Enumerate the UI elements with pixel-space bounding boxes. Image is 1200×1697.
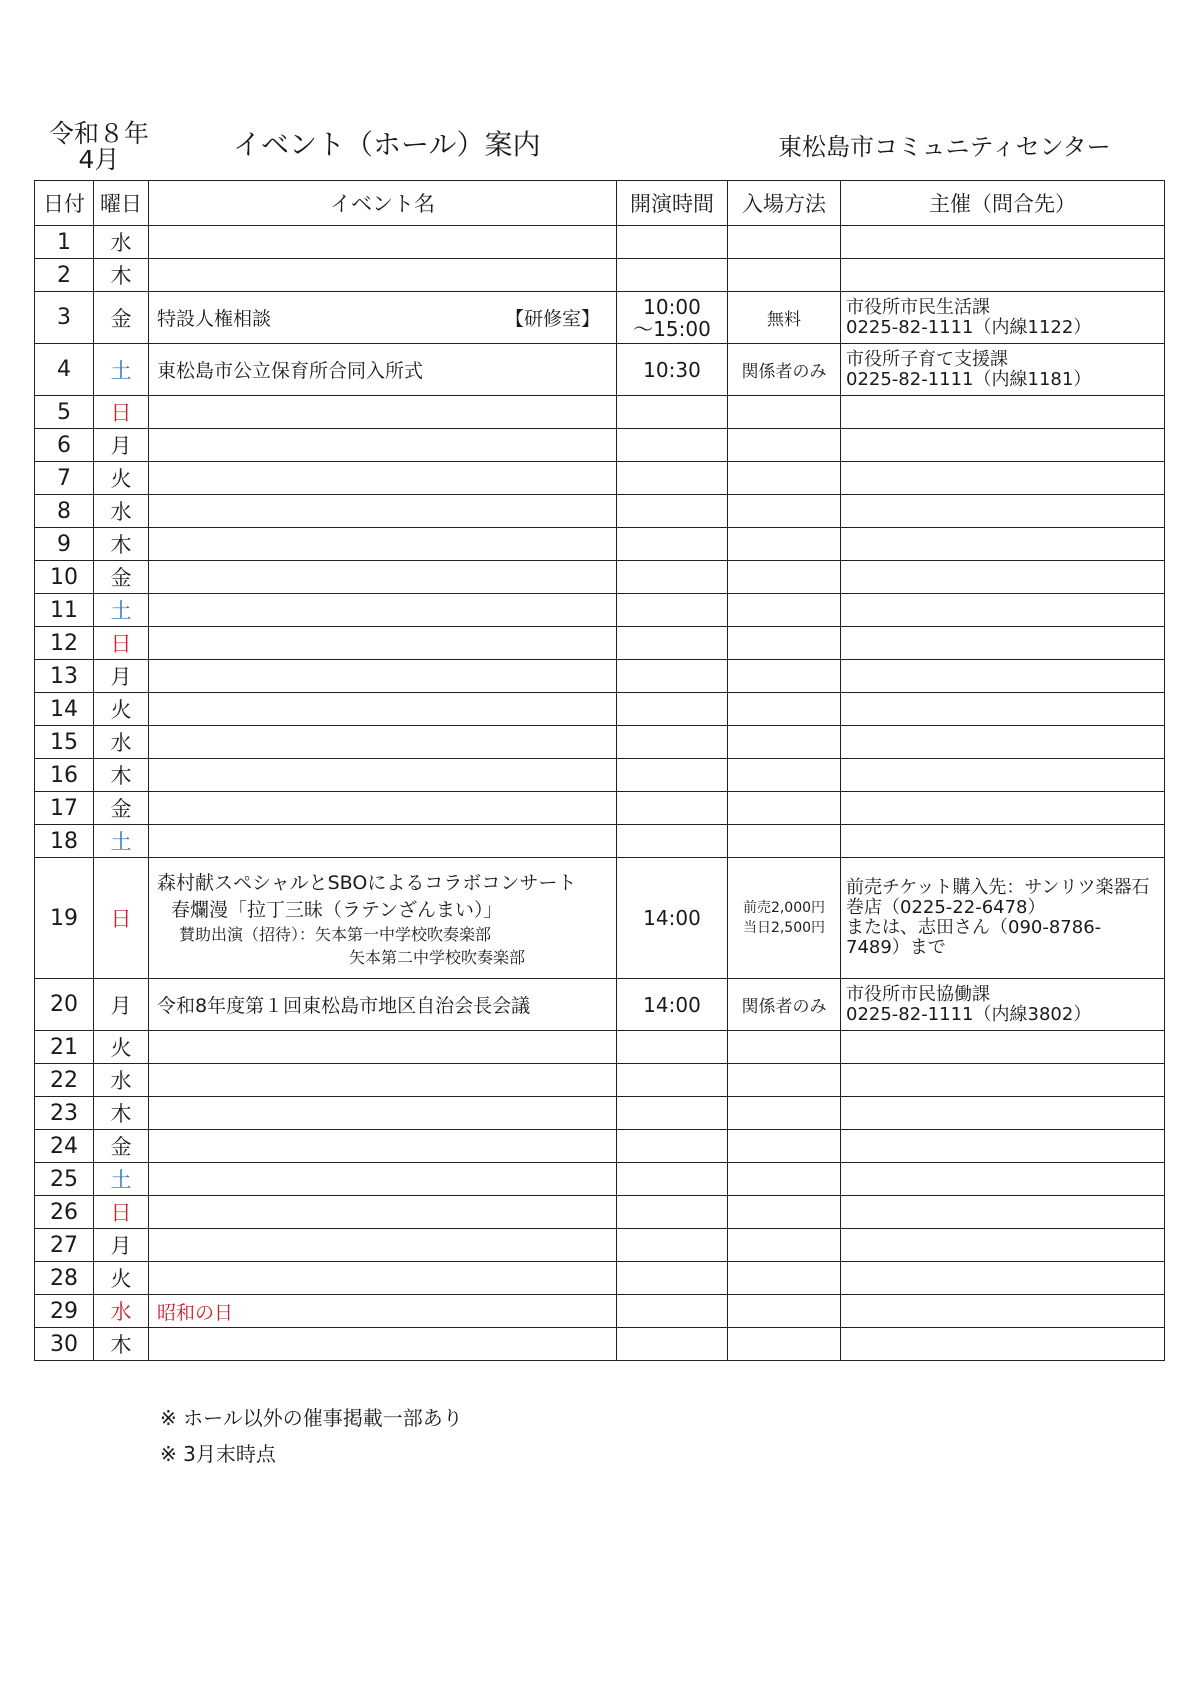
event-cell [149, 1031, 617, 1064]
date-cell: 20 [35, 979, 94, 1031]
date-cell: 27 [35, 1229, 94, 1262]
event-cell [149, 1229, 617, 1262]
organizer-cell [841, 495, 1165, 528]
admission-cell [728, 495, 841, 528]
table-row [35, 1130, 1165, 1163]
time-cell [617, 726, 728, 759]
table-row [35, 1295, 1165, 1328]
table-row [35, 825, 1165, 858]
event-cell [149, 858, 617, 979]
admission-method: 無料 [767, 310, 801, 330]
organizer-cell [841, 627, 1165, 660]
time-cell [617, 979, 728, 1031]
date-cell: 11 [35, 594, 94, 627]
admission-cell [728, 1229, 841, 1262]
admission-cell [728, 462, 841, 495]
weekday-cell: 土 [94, 1163, 149, 1196]
organizer-cell [841, 858, 1165, 979]
event-guest-performer: 賛助出演（招待）：矢本第一中学校吹奏楽部 [179, 925, 492, 944]
table-row [35, 1163, 1165, 1196]
time-cell [617, 462, 728, 495]
event-cell [149, 495, 617, 528]
time-cell [617, 792, 728, 825]
organizer-cell [841, 726, 1165, 759]
weekday-cell: 土 [94, 825, 149, 858]
start-time: 10:00 [643, 294, 701, 319]
admission-cell [728, 594, 841, 627]
admission-cell [728, 259, 841, 292]
event-cell [149, 1262, 617, 1295]
time-cell [617, 1097, 728, 1130]
organizer-line: 市役所市民生活課 [846, 296, 990, 318]
organizer-cell [841, 1295, 1165, 1328]
weekday-cell: 火 [94, 693, 149, 726]
date-cell: 2 [35, 259, 94, 292]
organizer-line: 巻店（0225-22-6478） [846, 897, 1046, 918]
time-cell [617, 759, 728, 792]
organizer-cell [841, 1262, 1165, 1295]
admission-cell [728, 759, 841, 792]
column-header-admission: 入場方法 [728, 181, 841, 226]
time-cell [617, 495, 728, 528]
weekday-cell: 木 [94, 759, 149, 792]
admission-cell [728, 979, 841, 1031]
table-row [35, 1031, 1165, 1064]
table-row [35, 759, 1165, 792]
admission-cell [728, 1130, 841, 1163]
admission-cell [728, 660, 841, 693]
weekday-cell: 火 [94, 1262, 149, 1295]
time-cell [617, 1031, 728, 1064]
event-cell [149, 528, 617, 561]
date-cell: 15 [35, 726, 94, 759]
date-cell: 5 [35, 396, 94, 429]
organizer-line: 0225-82-1111（内線1122） [846, 316, 1092, 338]
table-row [35, 1064, 1165, 1097]
table-row [35, 693, 1165, 726]
organizer-cell [841, 344, 1165, 396]
organizer-line: 市役所子育て支援課 [846, 348, 1008, 370]
organizer-cell [841, 1130, 1165, 1163]
event-subtitle: 春爛漫「拉丁三昧（ラテンざんまい）」 [171, 899, 503, 921]
column-header-date: 日付 [35, 181, 94, 226]
date-cell: 25 [35, 1163, 94, 1196]
weekday-cell: 月 [94, 429, 149, 462]
date-cell: 29 [35, 1295, 94, 1328]
event-cell [149, 660, 617, 693]
weekday-cell: 月 [94, 979, 149, 1031]
table-row [35, 396, 1165, 429]
table-row [35, 462, 1165, 495]
date-cell: 13 [35, 660, 94, 693]
time-cell [617, 1295, 728, 1328]
event-cell [149, 594, 617, 627]
organizer-cell [841, 825, 1165, 858]
table-row [35, 259, 1165, 292]
table-row [35, 792, 1165, 825]
date-cell: 16 [35, 759, 94, 792]
weekday-cell: 木 [94, 1328, 149, 1361]
organizer-cell [841, 429, 1165, 462]
time-cell [617, 292, 728, 344]
admission-cell [728, 1031, 841, 1064]
time-cell [617, 1163, 728, 1196]
date-cell: 7 [35, 462, 94, 495]
organizer-cell [841, 1328, 1165, 1361]
organizer-cell [841, 226, 1165, 259]
weekday-cell: 月 [94, 1229, 149, 1262]
time-cell [617, 344, 728, 396]
weekday-cell: 日 [94, 396, 149, 429]
organizer-cell [841, 396, 1165, 429]
table-row [35, 979, 1165, 1031]
organizer-line: 0225-82-1111（内線3802） [846, 1003, 1092, 1025]
table-row [35, 660, 1165, 693]
table-row [35, 726, 1165, 759]
organizer-line: 前売チケット購入先：サンリツ楽器石 [846, 877, 1150, 898]
event-name: 森村献スペシャルとSBOによるコラボコンサート [157, 872, 577, 894]
event-cell [149, 759, 617, 792]
event-name: 令和8年度第１回東松島市地区自治会長会議 [157, 995, 531, 1017]
weekday-cell: 火 [94, 462, 149, 495]
start-time: 14:00 [643, 992, 701, 1017]
admission-cell [728, 627, 841, 660]
date-cell: 4 [35, 344, 94, 396]
date-cell: 8 [35, 495, 94, 528]
organizer-cell [841, 979, 1165, 1031]
weekday-cell: 水 [94, 1064, 149, 1097]
footnote-hall: ※ ホール以外の催事掲載一部あり [160, 1406, 463, 1430]
event-cell [149, 627, 617, 660]
date-cell: 19 [35, 858, 94, 979]
organizer-cell [841, 1064, 1165, 1097]
time-cell [617, 660, 728, 693]
event-guest-performer-2: 矢本第二中学校吹奏楽部 [349, 948, 526, 967]
table-row [35, 495, 1165, 528]
table-row [35, 1328, 1165, 1361]
weekday-cell: 木 [94, 528, 149, 561]
event-name: 東松島市公立保育所合同入所式 [157, 360, 424, 382]
table-row [35, 594, 1165, 627]
weekday-cell: 水 [94, 726, 149, 759]
event-cell [149, 1328, 617, 1361]
event-cell [149, 792, 617, 825]
event-name: 特設人権相談 [157, 308, 272, 330]
weekday-cell: 金 [94, 561, 149, 594]
weekday-cell: 日 [94, 858, 149, 979]
time-cell [617, 1130, 728, 1163]
table-row [35, 344, 1165, 396]
holiday-name: 昭和の日 [157, 1301, 234, 1324]
time-cell [617, 226, 728, 259]
weekday-cell: 水 [94, 226, 149, 259]
table-row [35, 561, 1165, 594]
date-cell: 30 [35, 1328, 94, 1361]
organizer-cell [841, 792, 1165, 825]
organizer-cell [841, 528, 1165, 561]
weekday-cell: 土 [94, 594, 149, 627]
table-row [35, 528, 1165, 561]
weekday-cell: 火 [94, 1031, 149, 1064]
page-title: イベント（ホール）案内 [233, 128, 541, 161]
organizer-line: 市役所市民協働課 [846, 983, 990, 1005]
time-cell [617, 429, 728, 462]
weekday-cell: 木 [94, 259, 149, 292]
organizer-cell [841, 693, 1165, 726]
footnote-as-of: ※ 3月末時点 [160, 1442, 276, 1466]
date-cell: 22 [35, 1064, 94, 1097]
table-row [35, 1229, 1165, 1262]
date-cell: 14 [35, 693, 94, 726]
admission-method: 関係者のみ [741, 362, 827, 382]
time-cell [617, 528, 728, 561]
ticket-prices [728, 898, 840, 938]
event-cell [149, 825, 617, 858]
organization-name: 東松島市コミュニティセンター [778, 133, 1111, 161]
weekday-cell: 金 [94, 792, 149, 825]
weekday-cell: 金 [94, 1130, 149, 1163]
event-cell [149, 979, 617, 1031]
time-cell [617, 396, 728, 429]
column-header-weekday: 曜日 [94, 181, 149, 226]
admission-cell [728, 1064, 841, 1097]
end-time: ～15:00 [633, 316, 711, 341]
table-row [35, 429, 1165, 462]
event-cell [149, 726, 617, 759]
date-cell: 28 [35, 1262, 94, 1295]
table-row [35, 1262, 1165, 1295]
date-cell: 12 [35, 627, 94, 660]
admission-cell [728, 1163, 841, 1196]
start-time: 10:30 [643, 357, 701, 382]
admission-cell [728, 1295, 841, 1328]
event-schedule-table [34, 180, 1165, 1361]
organizer-cell [841, 1031, 1165, 1064]
table-header-row [35, 181, 1165, 226]
weekday-cell: 月 [94, 660, 149, 693]
start-time: 14:00 [643, 906, 701, 930]
admission-cell [728, 825, 841, 858]
table-row [35, 858, 1165, 979]
event-cell [149, 429, 617, 462]
organizer-cell [841, 561, 1165, 594]
weekday-cell: 木 [94, 1097, 149, 1130]
organizer-line: または、志田さん（090-8786- [846, 917, 1102, 938]
time-cell [617, 825, 728, 858]
column-header-start-time: 開演時間 [617, 181, 728, 226]
date-cell: 21 [35, 1031, 94, 1064]
event-cell [149, 226, 617, 259]
table-row [35, 1097, 1165, 1130]
date-cell: 23 [35, 1097, 94, 1130]
weekday-cell: 水 [94, 495, 149, 528]
weekday-cell: 水 [94, 1295, 149, 1328]
date-cell: 26 [35, 1196, 94, 1229]
date-cell: 6 [35, 429, 94, 462]
time-cell [617, 1328, 728, 1361]
organizer-cell [841, 660, 1165, 693]
table-row [35, 226, 1165, 259]
admission-cell [728, 396, 841, 429]
admission-method: 関係者のみ [741, 997, 827, 1017]
date-cell: 9 [35, 528, 94, 561]
date-cell: 10 [35, 561, 94, 594]
advance-price: 前売2,000円 [742, 900, 826, 916]
admission-cell [728, 858, 841, 979]
organizer-cell [841, 1097, 1165, 1130]
time-cell [617, 1229, 728, 1262]
time-cell [617, 259, 728, 292]
organizer-cell [841, 462, 1165, 495]
date-cell: 24 [35, 1130, 94, 1163]
event-cell [149, 1196, 617, 1229]
table-row [35, 292, 1165, 344]
event-cell [149, 292, 617, 344]
time-cell [617, 627, 728, 660]
event-cell [149, 1097, 617, 1130]
admission-cell [728, 528, 841, 561]
admission-cell [728, 561, 841, 594]
date-cell: 18 [35, 825, 94, 858]
time-cell [617, 1196, 728, 1229]
event-details [157, 868, 616, 968]
admission-cell [728, 693, 841, 726]
admission-cell [728, 344, 841, 396]
event-cell [149, 1130, 617, 1163]
column-header-event: イベント名 [149, 181, 617, 226]
event-cell [149, 344, 617, 396]
date-cell: 1 [35, 226, 94, 259]
time-cell [617, 1262, 728, 1295]
time-cell [617, 693, 728, 726]
event-cell [149, 462, 617, 495]
weekday-cell: 土 [94, 344, 149, 396]
date-cell: 17 [35, 792, 94, 825]
organizer-cell [841, 1196, 1165, 1229]
weekday-cell: 金 [94, 292, 149, 344]
month: 4月 [78, 145, 120, 174]
admission-cell [728, 792, 841, 825]
admission-cell [728, 726, 841, 759]
time-cell [617, 1064, 728, 1097]
admission-cell [728, 1097, 841, 1130]
event-cell [149, 259, 617, 292]
admission-cell [728, 1262, 841, 1295]
organizer-cell [841, 1229, 1165, 1262]
admission-cell [728, 226, 841, 259]
event-cell [149, 693, 617, 726]
event-cell [149, 1163, 617, 1196]
era-year: 令和８年 [48, 119, 149, 148]
organizer-line: 0225-82-1111（内線1181） [846, 368, 1092, 390]
event-cell [149, 396, 617, 429]
weekday-cell: 日 [94, 627, 149, 660]
table-row [35, 627, 1165, 660]
time-cell [617, 561, 728, 594]
era-month-label [44, 121, 154, 173]
admission-cell [728, 1328, 841, 1361]
organizer-cell [841, 1163, 1165, 1196]
admission-cell [728, 1196, 841, 1229]
event-cell [149, 1064, 617, 1097]
organizer-cell [841, 292, 1165, 344]
door-price: 当日2,500円 [742, 920, 826, 936]
column-header-organizer: 主催（問合先） [841, 181, 1165, 226]
event-cell [149, 561, 617, 594]
organizer-line: 7489）まで [846, 937, 946, 958]
event-room: 【研修室】 [504, 308, 600, 330]
organizer-cell [841, 594, 1165, 627]
time-cell [617, 594, 728, 627]
weekday-cell: 日 [94, 1196, 149, 1229]
event-cell [149, 1295, 617, 1328]
organizer-cell [841, 259, 1165, 292]
admission-cell [728, 429, 841, 462]
time-cell [617, 858, 728, 979]
table-row [35, 1196, 1165, 1229]
admission-cell [728, 292, 841, 344]
date-cell: 3 [35, 292, 94, 344]
organizer-cell [841, 759, 1165, 792]
